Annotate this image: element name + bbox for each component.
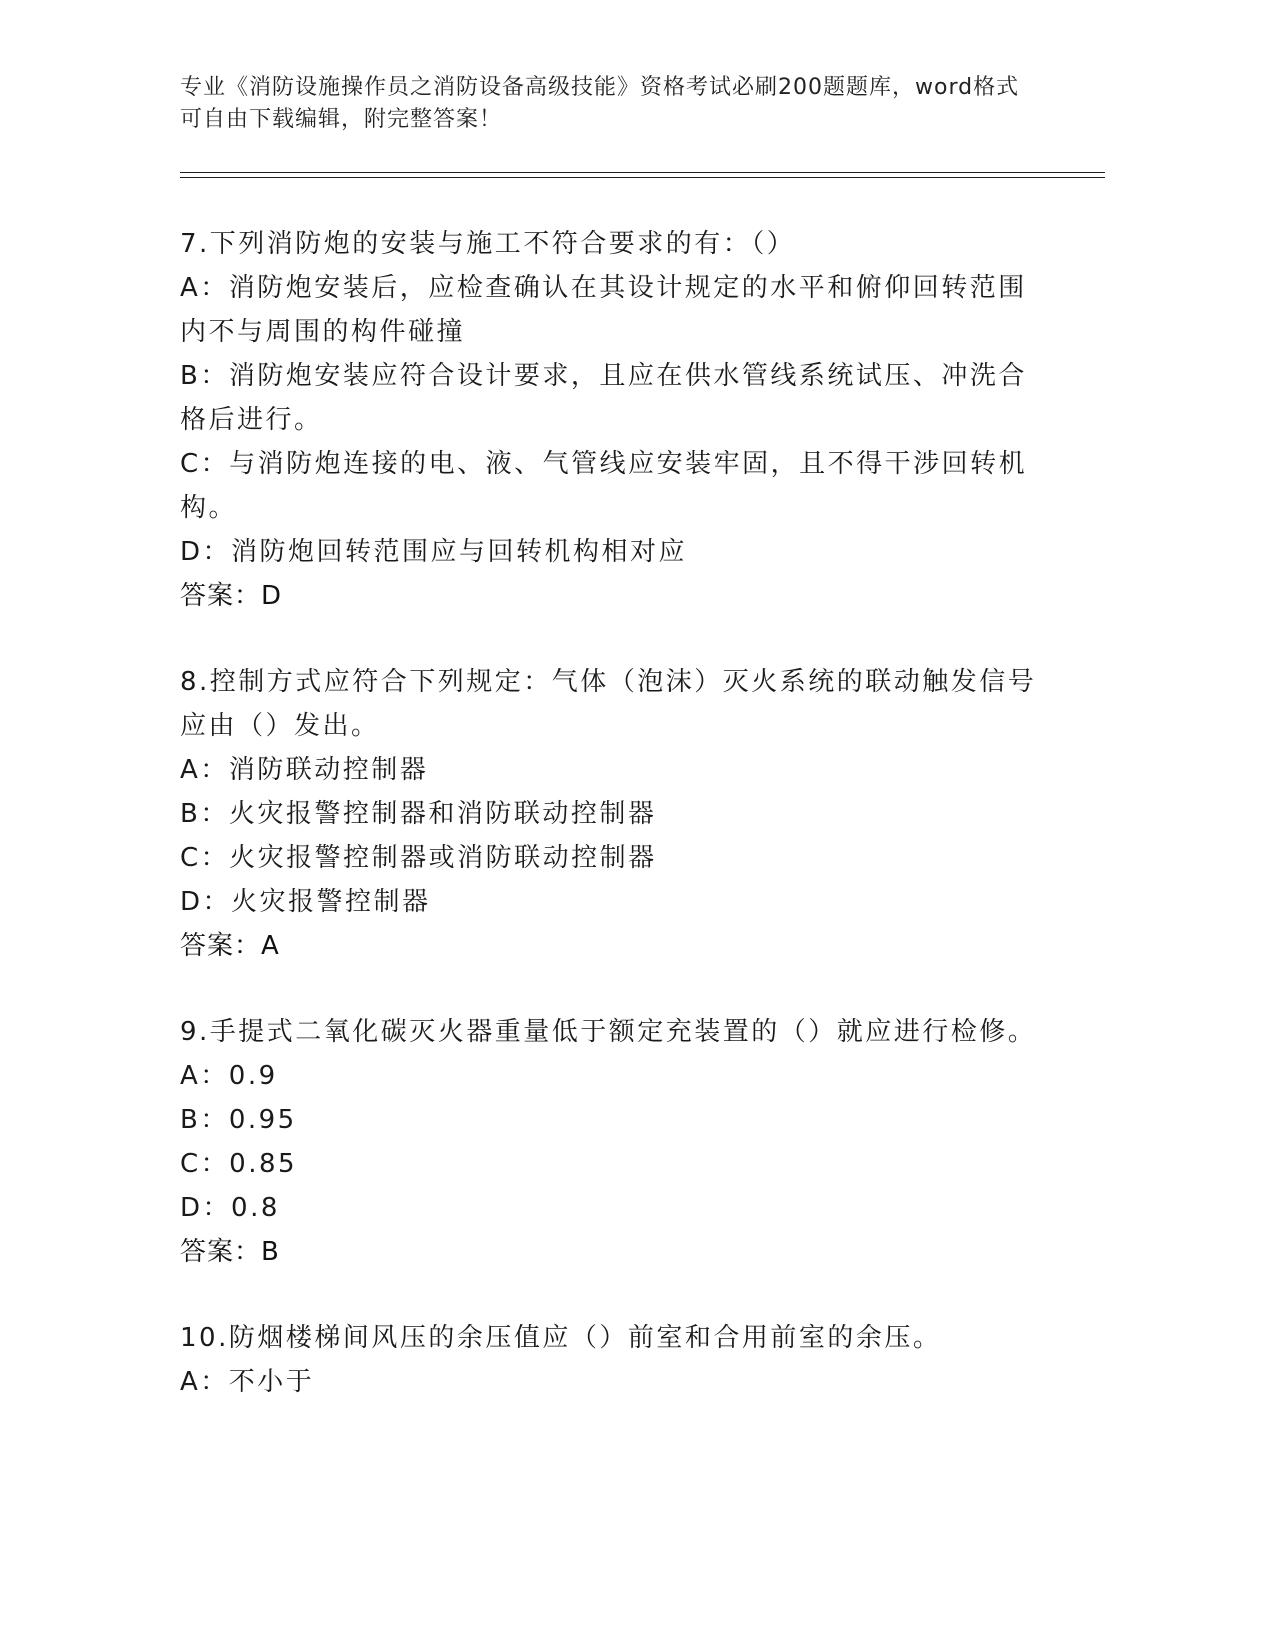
question-stem: 8.控制方式应符合下列规定：气体（泡沫）灭火系统的联动触发信号应由（）发出。 xyxy=(180,667,1037,741)
header-rule-top xyxy=(180,172,1105,173)
question-7 xyxy=(180,222,1040,618)
option-b: B：0.95 xyxy=(180,1105,297,1135)
option-a: A：0.9 xyxy=(180,1061,278,1091)
option-d: D：消防炮回转范围应与回转机构相对应 xyxy=(180,537,688,567)
option-b: B：火灾报警控制器和消防联动控制器 xyxy=(180,799,657,829)
question-8 xyxy=(180,660,1040,968)
question-stem: 10.防烟楼梯间风压的余压值应（）前室和合用前室的余压。 xyxy=(180,1323,942,1353)
answer: 答案：B xyxy=(180,1237,280,1267)
option-d: D：火灾报警控制器 xyxy=(180,887,431,917)
answer: 答案：D xyxy=(180,581,283,611)
question-9 xyxy=(180,1010,1040,1274)
option-a: A：不小于 xyxy=(180,1367,315,1397)
option-a: A：消防炮安装后，应检查确认在其设计规定的水平和俯仰回转范围内不与周围的构件碰撞 xyxy=(180,273,1027,347)
document-header: 专业《消防设施操作员之消防设备高级技能》资格考试必刷200题题库，word格式可自由下载编辑，附完整答案！ xyxy=(180,75,1020,132)
option-b: B：消防炮安装应符合设计要求，且应在供水管线系统试压、冲洗合格后进行。 xyxy=(180,361,1027,435)
header-rule-bottom xyxy=(180,177,1105,178)
option-a: A：消防联动控制器 xyxy=(180,755,429,785)
question-stem: 7.下列消防炮的安装与施工不符合要求的有：（） xyxy=(180,229,796,259)
question-10 xyxy=(180,1316,1040,1404)
option-c: C：火灾报警控制器或消防联动控制器 xyxy=(180,843,657,873)
answer: 答案：A xyxy=(180,931,280,961)
question-list xyxy=(180,222,1040,1446)
option-c: C：与消防炮连接的电、液、气管线应安装牢固，且不得干涉回转机构。 xyxy=(180,449,1028,523)
option-d: D：0.8 xyxy=(180,1193,280,1223)
question-stem: 9.手提式二氧化碳灭火器重量低于额定充装置的（）就应进行检修。 xyxy=(180,1017,1037,1047)
option-c: C：0.85 xyxy=(180,1149,298,1179)
